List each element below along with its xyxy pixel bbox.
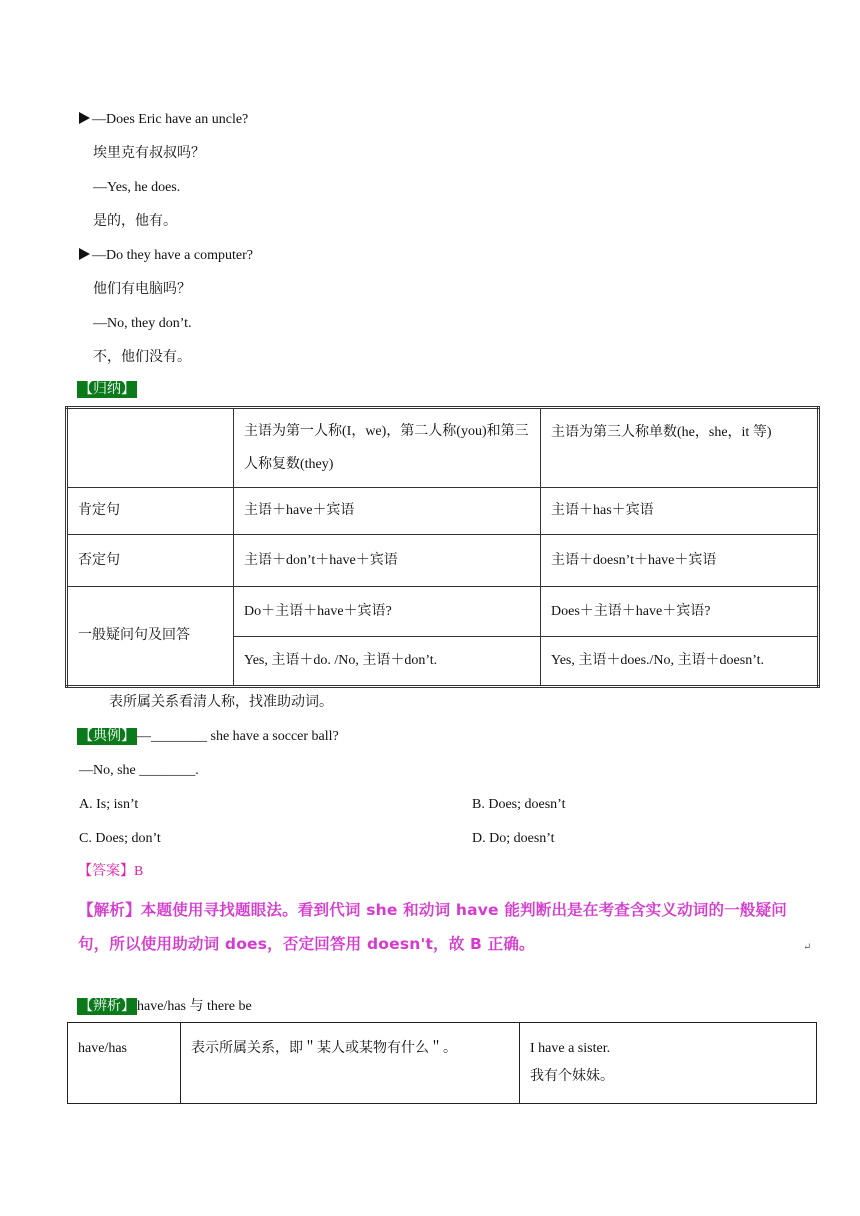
example-reply: —No, she ________. — [79, 763, 199, 778]
table-cell: 主语＋don’t＋have＋宾语 — [234, 535, 541, 587]
analysis-paragraph: 【解析】本题使用寻找题眼法。看到代词 she 和动词 have 能判断出是在考查含实义动词的一般疑问句，所以使用助动词 does，否定回答用 doesn't，故 B 正确。 — [78, 901, 787, 953]
dialogue-1-answer-zh: 是的，他有。 — [93, 214, 177, 229]
table-row-label: 一般疑问句及回答 — [67, 587, 234, 687]
table-row — [67, 535, 819, 587]
table-cell: Yes, 主语＋do. /No, 主语＋don’t. — [234, 637, 541, 687]
summary-tag: 【归纳】 — [79, 382, 135, 397]
table-cell — [520, 1023, 817, 1104]
table-cell: 主语＋has＋宾语 — [541, 488, 819, 535]
dialogue-2-question: —Do they have a computer? — [79, 247, 253, 265]
summary-heading — [77, 381, 137, 399]
example-sentence-zh: 我有个妹妹。 — [530, 1069, 614, 1084]
table-row — [67, 488, 819, 535]
example-question: 【典例】 —________ she have a soccer ball? — [79, 729, 339, 744]
option-a: A. Is; isn’t — [79, 797, 139, 812]
dialogue-2-answer-zh: 不，他们没有。 — [93, 350, 191, 365]
distinction-table — [67, 1022, 817, 1104]
dialogue-1-answer: —Yes, he does. — [93, 180, 181, 195]
table-header-cell: 主语为第三人称单数(he，she，it 等) — [541, 408, 819, 488]
table-header-cell: 主语为第一人称(I，we)，第二人称(you)和第三人称复数(they) — [234, 408, 541, 488]
distinction-tag: 【辨析】 — [79, 999, 135, 1014]
table-cell: Does＋主语＋have＋宾语? — [541, 587, 819, 637]
example-sentence-en: I have a sister. — [530, 1041, 611, 1056]
table-row — [68, 1023, 817, 1104]
table-row — [67, 408, 819, 488]
bullet-arrow-icon — [79, 248, 90, 260]
option-d: D. Do; doesn’t — [472, 831, 555, 846]
dialogue-2-question-zh: 他们有电脑吗？ — [93, 282, 191, 297]
distinction-heading: 【辨析】 have/has 与 there be — [79, 999, 252, 1014]
table-cell: Yes, 主语＋does./No, 主语＋doesn’t. — [541, 637, 819, 687]
table-cell: 主语＋have＋宾语 — [234, 488, 541, 535]
dialogue-1-question: —Does Eric have an uncle? — [79, 111, 248, 129]
dialogue-2-answer: —No, they don’t. — [93, 316, 192, 331]
table-cell: Do＋主语＋have＋宾语? — [234, 587, 541, 637]
table-row-label: 肯定句 — [67, 488, 234, 535]
dialogue-1-question-zh: 埃里克有叔叔吗？ — [93, 146, 205, 161]
table-row-label: 否定句 — [67, 535, 234, 587]
option-c: C. Does; don’t — [79, 831, 161, 846]
table-cell: 主语＋doesn’t＋have＋宾语 — [541, 535, 819, 587]
example-tag: 【典例】 — [79, 729, 135, 744]
table-cell: 表示所属关系，即＂某人或某物有什么＂。 — [181, 1023, 520, 1104]
table-row — [67, 587, 819, 637]
option-b: B. Does; doesn’t — [472, 797, 566, 812]
table-row-label: have/has — [68, 1023, 181, 1104]
table-cell — [67, 408, 234, 488]
summary-table — [65, 406, 820, 688]
return-mark-icon: ↵ — [803, 942, 812, 953]
answer-line: 【答案】B — [78, 864, 144, 879]
summary-note: 表所属关系看清人称，找准助动词。 — [109, 695, 333, 710]
bullet-arrow-icon — [79, 112, 90, 124]
